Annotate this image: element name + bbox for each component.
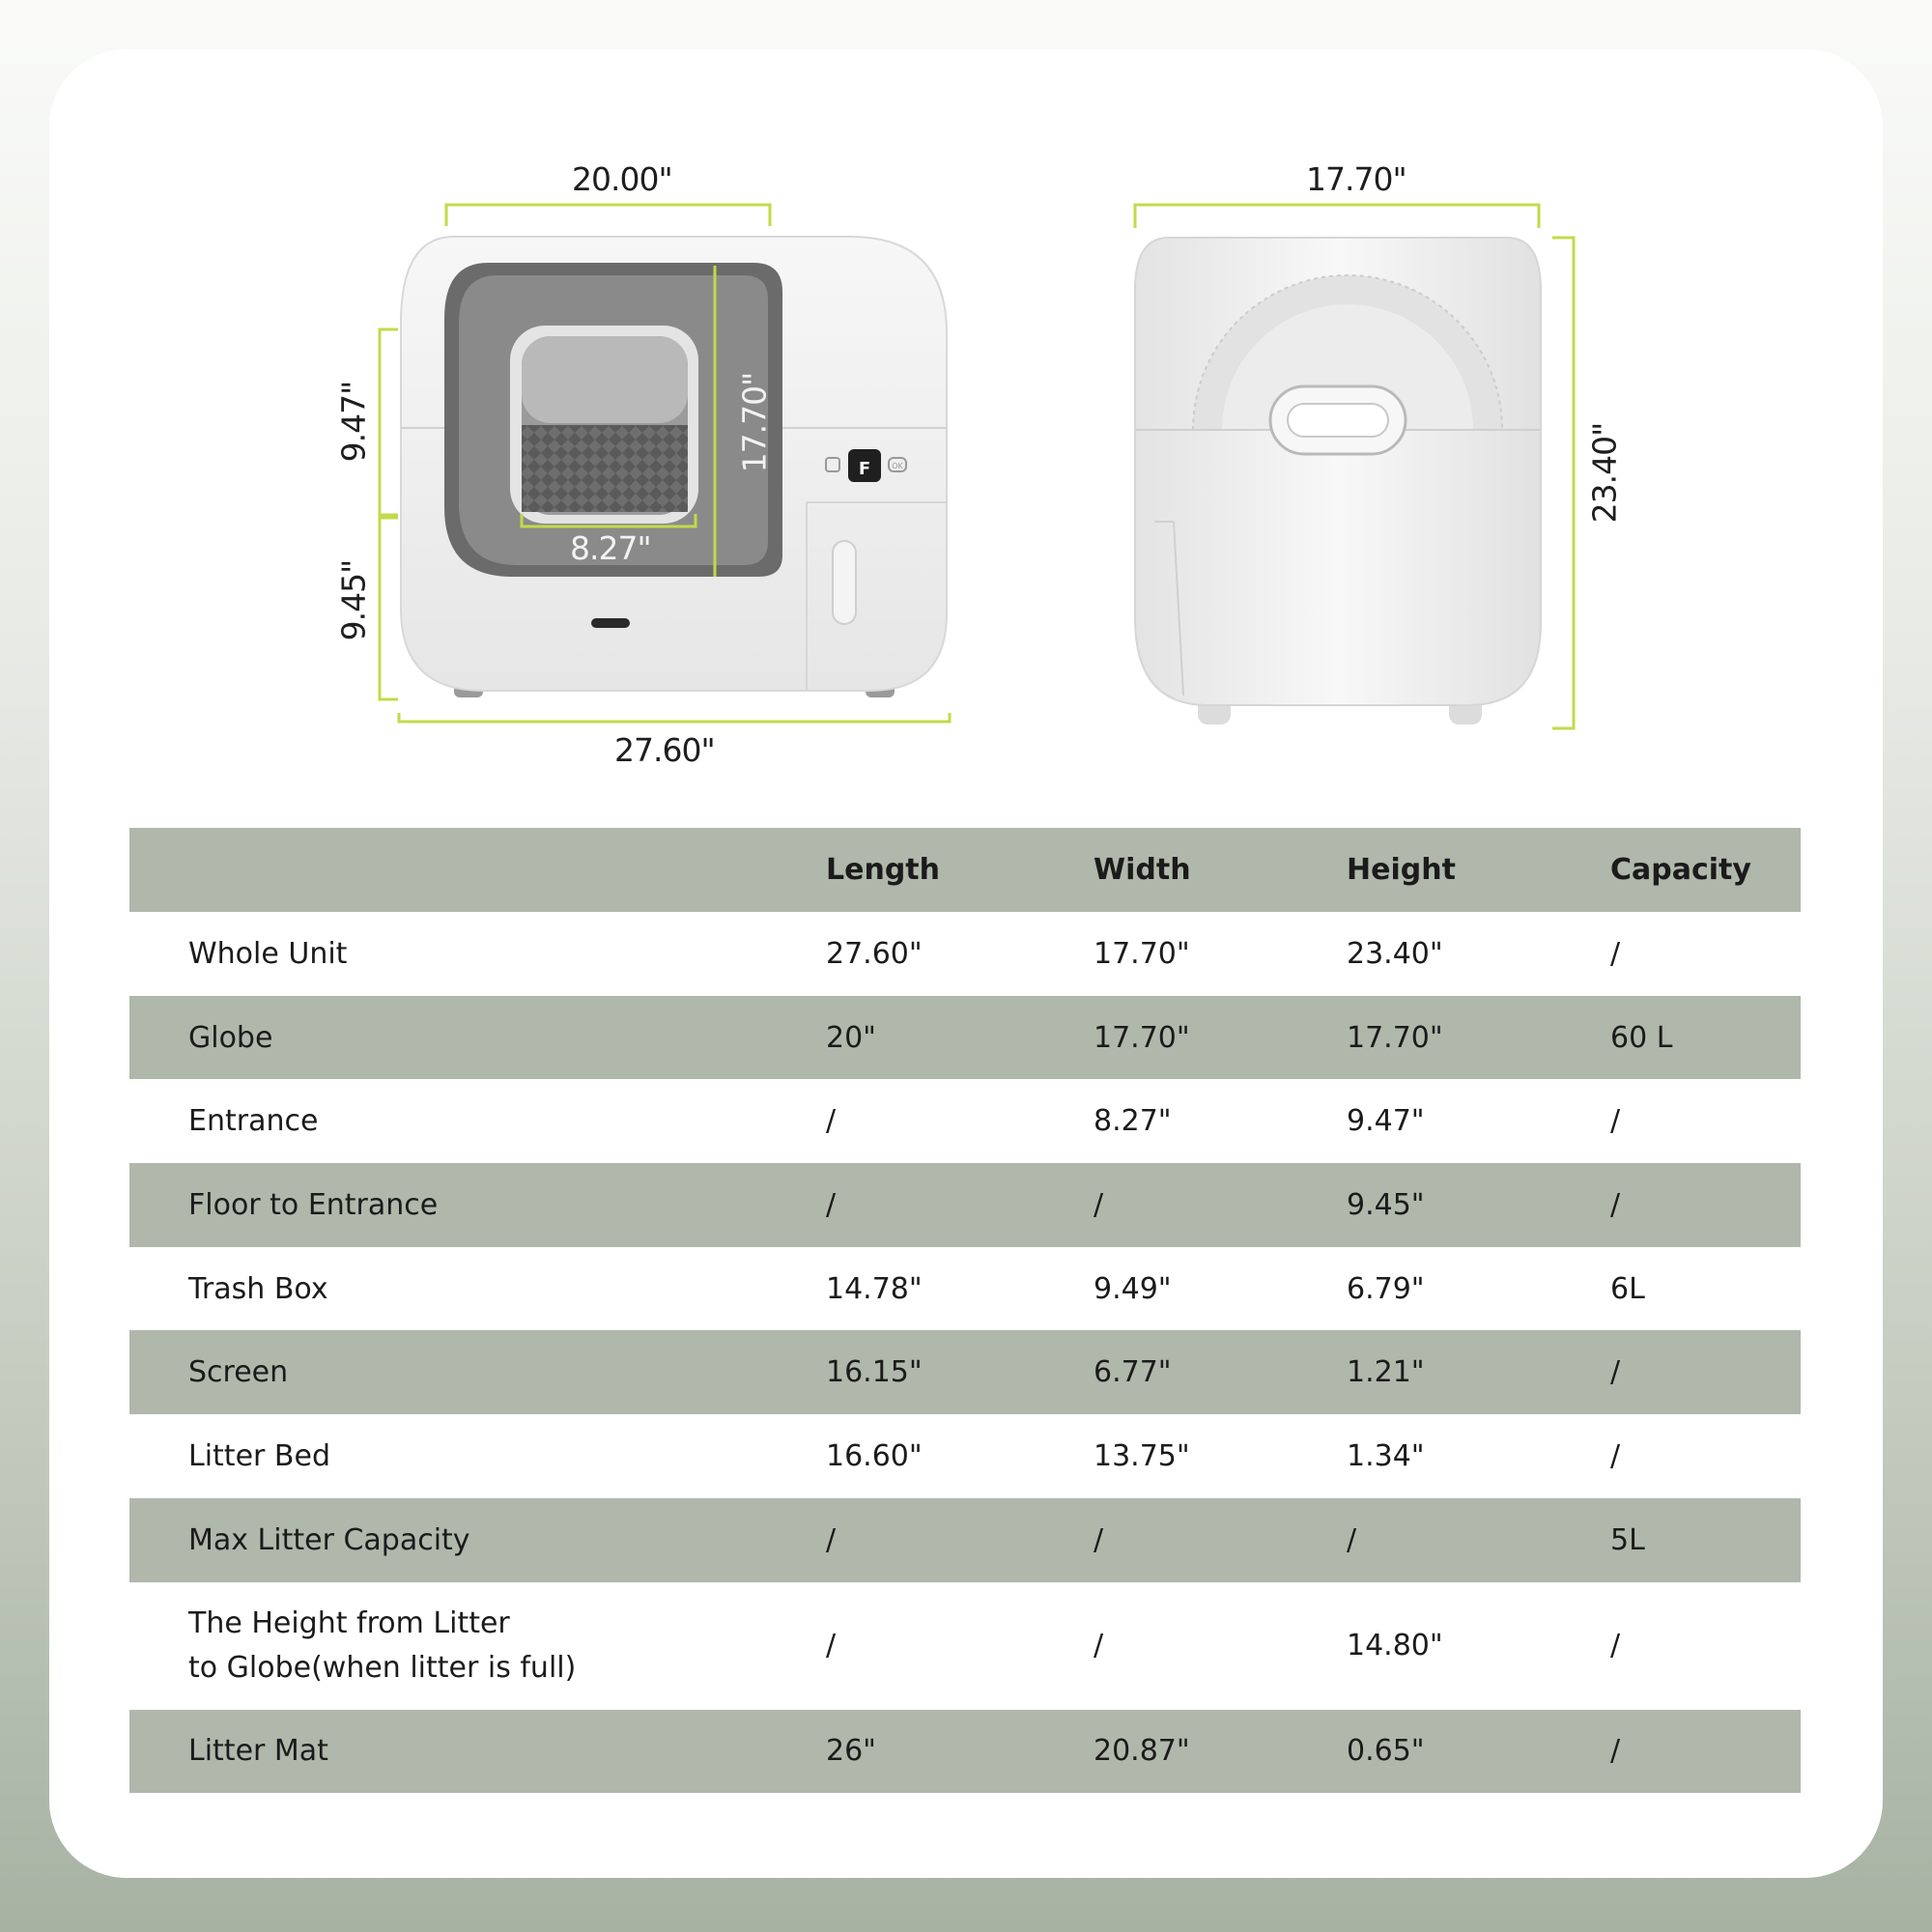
row-label: Trash Box: [188, 1271, 328, 1306]
cell-height: /: [1347, 1522, 1357, 1557]
cell-width: 17.70": [1094, 936, 1190, 971]
panel-f-label: F: [858, 459, 871, 479]
header-width: Width: [1094, 853, 1191, 887]
cell-capacity: 6L: [1610, 1271, 1645, 1306]
row-label: Litter Bed: [188, 1438, 330, 1473]
row-label: Floor to Entrance: [188, 1187, 439, 1222]
globe-height-label: 17.70": [735, 372, 774, 473]
side-height-label: 23.40": [1585, 422, 1624, 524]
floor-to-entrance-label: 9.45": [334, 559, 373, 641]
panel-ok-label: OK: [892, 462, 903, 470]
cell-height: 9.47": [1347, 1104, 1425, 1139]
table-row: [129, 1498, 1801, 1582]
cell-height: 1.34": [1347, 1438, 1425, 1473]
cell-capacity: 5L: [1610, 1522, 1645, 1557]
row-label: Whole Unit: [188, 936, 348, 971]
header-capacity: Capacity: [1610, 853, 1751, 887]
table-row: [129, 912, 1801, 996]
cell-length: 16.15": [826, 1355, 923, 1390]
side-width-label: 17.70": [1306, 160, 1406, 198]
cell-width: 8.27": [1094, 1104, 1172, 1139]
drawer-handle: [833, 541, 856, 624]
cell-height: 17.70": [1347, 1020, 1443, 1055]
cell-width: /: [1094, 1522, 1104, 1557]
cell-height: 0.65": [1347, 1734, 1425, 1769]
cell-capacity: /: [1610, 1438, 1621, 1473]
total-length-label: 27.60": [614, 731, 715, 769]
cell-length: /: [826, 1522, 837, 1557]
row-label: Litter Mat: [188, 1734, 328, 1769]
cell-width: 9.49": [1094, 1271, 1172, 1306]
table-row: [129, 1079, 1801, 1163]
table-row: [129, 1582, 1801, 1710]
table-row: [129, 1414, 1801, 1498]
cell-length: 20": [826, 1020, 876, 1055]
cell-capacity: /: [1610, 1734, 1621, 1769]
cell-width: 17.70": [1094, 1020, 1190, 1055]
row-label-line: to Globe(when litter is full): [188, 1650, 577, 1685]
dimension-diagram: [0, 0, 1932, 802]
table-row: [129, 1163, 1801, 1247]
row-label: Screen: [188, 1355, 289, 1390]
table-header-row: [129, 828, 1801, 912]
cell-width: 13.75": [1094, 1438, 1190, 1473]
entrance-width-label: 8.27": [570, 529, 651, 567]
cell-capacity: /: [1610, 1355, 1621, 1390]
spec-table: [129, 828, 1801, 1793]
cell-length: 26": [826, 1734, 876, 1769]
cell-length: /: [826, 1187, 837, 1222]
row-label: Globe: [188, 1020, 273, 1055]
cell-capacity: /: [1610, 1187, 1621, 1222]
table-row: [129, 1247, 1801, 1331]
row-label: [129, 1582, 826, 1710]
cell-width: 6.77": [1094, 1355, 1172, 1390]
row-label-line: The Height from Litter: [188, 1605, 510, 1640]
table-row: [129, 996, 1801, 1080]
cell-length: 27.60": [826, 936, 923, 971]
cell-height: 23.40": [1347, 936, 1443, 971]
entrance-height-label: 9.47": [334, 381, 373, 463]
cell-capacity: 60 L: [1610, 1020, 1673, 1055]
cell-length: /: [826, 1104, 837, 1139]
header-height: Height: [1347, 853, 1456, 887]
cell-capacity: /: [1610, 936, 1621, 971]
header-item: [129, 828, 826, 912]
cell-capacity: /: [1610, 1104, 1621, 1139]
cell-width: /: [1094, 1187, 1104, 1222]
cell-length: 16.60": [826, 1438, 923, 1473]
row-label: Entrance: [188, 1104, 319, 1139]
cell-height: 14.80": [1347, 1628, 1443, 1662]
cell-capacity: /: [1610, 1628, 1621, 1662]
cell-width: /: [1094, 1628, 1104, 1662]
cell-height: 1.21": [1347, 1355, 1425, 1390]
side-view-unit: [1135, 238, 1541, 724]
cell-height: 6.79": [1347, 1271, 1425, 1306]
cell-height: 9.45": [1347, 1187, 1425, 1222]
table-row: [129, 1330, 1801, 1414]
cell-width: 20.87": [1094, 1734, 1190, 1769]
globe-width-label: 20.00": [572, 160, 672, 198]
row-label: Max Litter Capacity: [188, 1522, 470, 1557]
table-row: [129, 1710, 1801, 1794]
header-length: Length: [826, 853, 940, 887]
cell-length: /: [826, 1628, 837, 1662]
front-view-unit: [401, 237, 947, 697]
cell-length: 14.78": [826, 1271, 923, 1306]
